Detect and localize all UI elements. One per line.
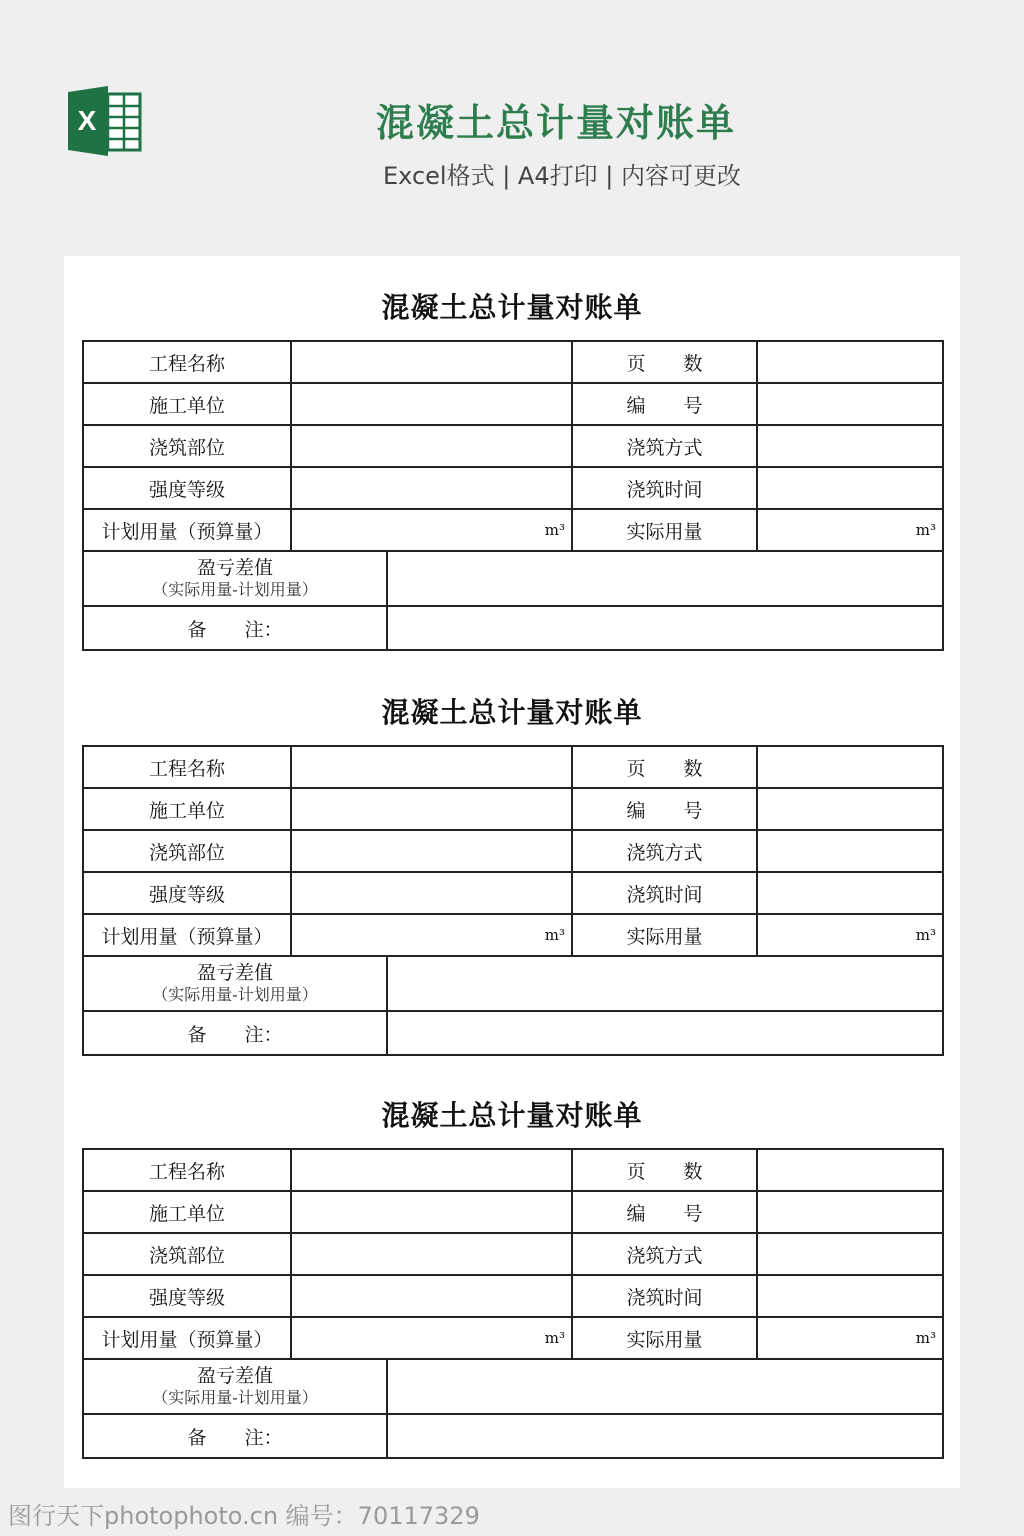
field-pour-time[interactable] (757, 1275, 943, 1317)
label-project-name: 工程名称 (83, 341, 291, 383)
field-actual-amount[interactable] (757, 914, 943, 956)
field-number[interactable] (757, 1191, 943, 1233)
form-title: 混凝土总计量对账单 (381, 1099, 643, 1132)
table-row (83, 956, 943, 1011)
field-strength-grade[interactable] (291, 872, 572, 914)
form-title: 混凝土总计量对账单 (381, 291, 643, 324)
label-number: 编 号 (572, 788, 757, 830)
field-page-count[interactable] (757, 746, 943, 788)
table-row (83, 1233, 943, 1275)
label-actual-amount: 实际用量 (572, 1317, 757, 1359)
field-strength-grade[interactable] (291, 467, 572, 509)
table-row (83, 1359, 943, 1414)
form-1 (82, 264, 942, 651)
field-difference[interactable] (387, 551, 943, 606)
label-remarks: 备 注： (83, 1011, 387, 1055)
field-actual-amount[interactable] (757, 1317, 943, 1359)
table-row (83, 467, 943, 509)
field-number[interactable] (757, 788, 943, 830)
unit-m3: m³ (544, 926, 565, 944)
field-project-name[interactable] (291, 746, 572, 788)
label-page-count: 页 数 (572, 341, 757, 383)
table-row (83, 1317, 943, 1359)
field-remarks[interactable] (387, 1011, 943, 1055)
label-actual-amount: 实际用量 (572, 509, 757, 551)
label-pour-location: 浇筑部位 (83, 830, 291, 872)
label-construction-unit: 施工单位 (83, 1191, 291, 1233)
field-construction-unit[interactable] (291, 383, 572, 425)
field-project-name[interactable] (291, 1149, 572, 1191)
unit-m3: m³ (915, 926, 936, 944)
table-row (83, 383, 943, 425)
unit-m3: m³ (915, 1329, 936, 1347)
field-pour-location[interactable] (291, 425, 572, 467)
table-row (83, 1149, 943, 1191)
field-difference[interactable] (387, 1359, 943, 1414)
field-page-count[interactable] (757, 341, 943, 383)
field-number[interactable] (757, 383, 943, 425)
label-project-name: 工程名称 (83, 1149, 291, 1191)
header (0, 0, 1024, 250)
label-pour-time: 浇筑时间 (572, 467, 757, 509)
form-table (82, 1148, 944, 1459)
label-strength-grade: 强度等级 (83, 1275, 291, 1317)
label-page-count: 页 数 (572, 746, 757, 788)
table-row (83, 830, 943, 872)
header-subtitle: Excel格式 | A4打印 | 内容可更改 (383, 162, 741, 190)
difference-title: 盈亏差值 (196, 556, 273, 579)
label-pour-location: 浇筑部位 (83, 425, 291, 467)
label-pour-method: 浇筑方式 (572, 1233, 757, 1275)
label-difference (83, 956, 387, 1011)
table-row (83, 788, 943, 830)
field-pour-method[interactable] (757, 1233, 943, 1275)
label-construction-unit: 施工单位 (83, 383, 291, 425)
field-planned-amount[interactable] (291, 1317, 572, 1359)
label-number: 编 号 (572, 1191, 757, 1233)
table-row (83, 509, 943, 551)
label-difference (83, 1359, 387, 1414)
field-planned-amount[interactable] (291, 914, 572, 956)
label-pour-time: 浇筑时间 (572, 872, 757, 914)
table-row (83, 914, 943, 956)
field-project-name[interactable] (291, 341, 572, 383)
difference-formula: （实际用量-计划用量） (152, 580, 318, 600)
difference-title: 盈亏差值 (196, 1364, 273, 1387)
label-strength-grade: 强度等级 (83, 872, 291, 914)
table-row (83, 551, 943, 606)
field-page-count[interactable] (757, 1149, 943, 1191)
table-row (83, 746, 943, 788)
watermark-text: 图行天下photophoto.cn 编号：70117329 (8, 1502, 480, 1530)
paper-sheet (64, 256, 960, 1488)
unit-m3: m³ (544, 1329, 565, 1347)
label-number: 编 号 (572, 383, 757, 425)
table-row (83, 606, 943, 650)
field-strength-grade[interactable] (291, 1275, 572, 1317)
form-2 (82, 669, 942, 1056)
form-3 (82, 1072, 942, 1459)
label-planned-amount: 计划用量（预算量） (83, 1317, 291, 1359)
label-construction-unit: 施工单位 (83, 788, 291, 830)
logo-letter: X (77, 105, 97, 136)
label-remarks: 备 注： (83, 1414, 387, 1458)
field-actual-amount[interactable] (757, 509, 943, 551)
field-pour-time[interactable] (757, 467, 943, 509)
field-pour-method[interactable] (757, 425, 943, 467)
field-pour-method[interactable] (757, 830, 943, 872)
difference-formula: （实际用量-计划用量） (152, 985, 318, 1005)
field-pour-location[interactable] (291, 1233, 572, 1275)
label-pour-location: 浇筑部位 (83, 1233, 291, 1275)
table-row (83, 1414, 943, 1458)
field-remarks[interactable] (387, 1414, 943, 1458)
label-planned-amount: 计划用量（预算量） (83, 509, 291, 551)
form-table (82, 340, 944, 651)
field-pour-time[interactable] (757, 872, 943, 914)
label-pour-method: 浇筑方式 (572, 830, 757, 872)
label-strength-grade: 强度等级 (83, 467, 291, 509)
table-row (83, 872, 943, 914)
label-remarks: 备 注： (83, 606, 387, 650)
table-row (83, 341, 943, 383)
table-row (83, 1275, 943, 1317)
label-pour-method: 浇筑方式 (572, 425, 757, 467)
field-construction-unit[interactable] (291, 1191, 572, 1233)
field-construction-unit[interactable] (291, 788, 572, 830)
field-pour-location[interactable] (291, 830, 572, 872)
table-row (83, 1011, 943, 1055)
unit-m3: m³ (915, 521, 936, 539)
field-planned-amount[interactable] (291, 509, 572, 551)
label-difference (83, 551, 387, 606)
header-title: 混凝土总计量对账单 (375, 101, 736, 145)
form-title: 混凝土总计量对账单 (381, 696, 643, 729)
label-actual-amount: 实际用量 (572, 914, 757, 956)
form-table (82, 745, 944, 1056)
unit-m3: m³ (544, 521, 565, 539)
table-row (83, 1191, 943, 1233)
label-project-name: 工程名称 (83, 746, 291, 788)
label-planned-amount: 计划用量（预算量） (83, 914, 291, 956)
difference-title: 盈亏差值 (196, 961, 273, 984)
difference-formula: （实际用量-计划用量） (152, 1388, 318, 1408)
field-difference[interactable] (387, 956, 943, 1011)
table-row (83, 425, 943, 467)
field-remarks[interactable] (387, 606, 943, 650)
label-page-count: 页 数 (572, 1149, 757, 1191)
label-pour-time: 浇筑时间 (572, 1275, 757, 1317)
